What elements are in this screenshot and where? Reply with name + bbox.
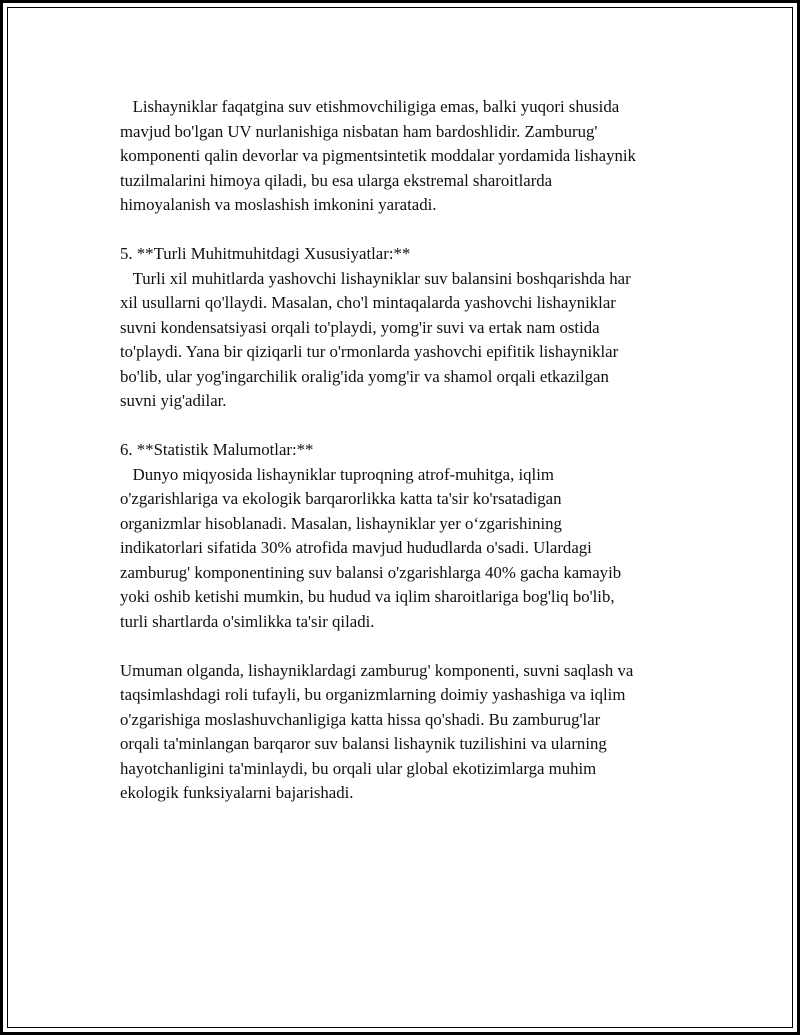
section-6-body: Dunyo miqyosida lishayniklar tuproqning atrof-muhitga, iqlim o'zgarishlariga va ekologik barqarorlikka katta ta'sir ko'rsatadigan organizmlar hisoblanadi. Masalan, lishayniklar yer o‘zgarishining indikatorlari sifatida 30% atrofida mavjud hududlarda o'sadi. Ulardagi zamburug' komponentining suv balansi o'zgarishlarga 40% gacha kamayib yoki oshib ketishi mumkin, bu hudud va iqlim sharoitlariga bog'liq bo'lib, turli shartlarda o'simlikka ta'sir qiladi. (120, 464, 622, 631)
section-5-body: Turli xil muhitlarda yashovchi lishayniklar suv balansini boshqarishda har xil usullarni qo'llaydi. Masalan, cho'l mintaqalarda yashovchi lishayniklar suvni kondensatsiyasi orqali to'playdi, yomg'ir suvi va ertak nam ostida to'playdi. Yana bir qiziqarli tur o'rmonlarda yashovchi epifitik lishayniklar bo'lib, ular yog'ingarchilik oralig'ida yomg'ir va shamol orqali etkazilgan suvni yig'adilar. (120, 268, 631, 410)
conclusion-paragraph: Umuman olganda, lishayniklardagi zamburug' komponenti, suvni saqlash va taqsimlashdagi roli tufayli, bu organizmlarning doimiy yashashiga va iqlim o'zgarishiga moslashuvchanligiga katta hissa qo'shadi. Bu zamburug'lar orqali ta'minlangan barqaror suv balansi lishaynik tuzilishini va ularning hayotchanligini ta'minlaydi, bu orqali ular global ekotizimlarga muhim ekologik funksiyalarni bajarishadi. (120, 660, 634, 802)
document-body (120, 95, 720, 806)
section-6-heading: 6. **Statistik Malumotlar:** (120, 440, 314, 459)
paragraph-spacer (120, 634, 720, 659)
paragraph-spacer (120, 414, 720, 439)
paragraph-spacer (120, 218, 720, 243)
section-5-heading: 5. **Turli Muhitmuhitdagi Xususiyatlar:** (120, 244, 411, 263)
intro-paragraph: Lishayniklar faqatgina suv etishmovchiligiga emas, balki yuqori shusida mavjud bo'lgan UV nurlanishiga nisbatan ham bardoshlidir. Zamburug' komponenti qalin devorlar va pigmentsintetik moddalar yordamida lishaynik tuzilmalarini himoya qiladi, bu esa ularga ekstremal sharoitlarda himoyalanish va moslashish imkonini yaratadi. (120, 97, 636, 214)
